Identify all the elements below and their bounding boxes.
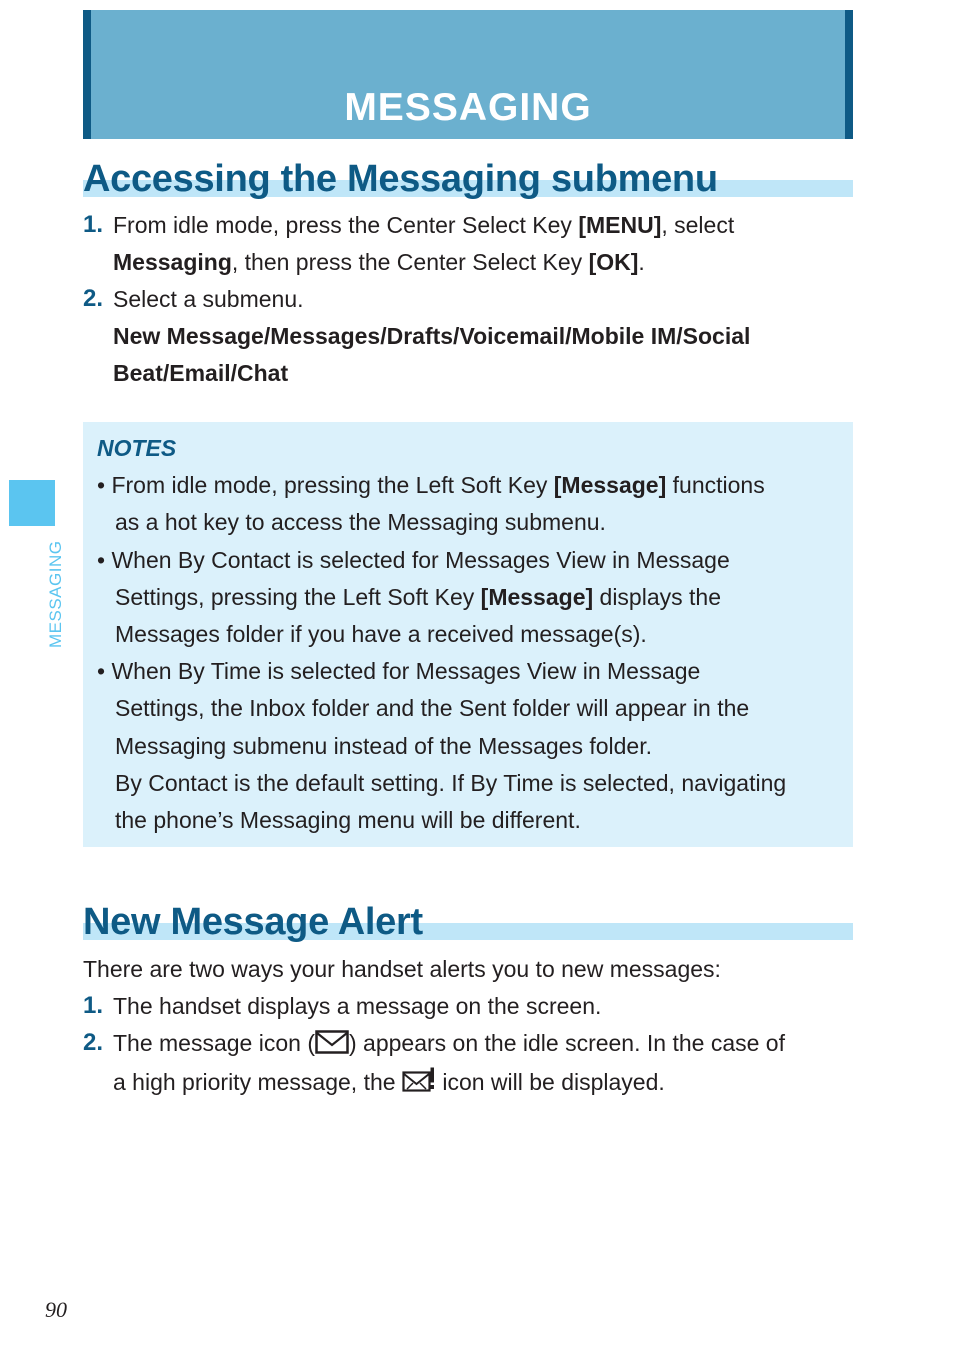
note1-line2: as a hot key to access the Messaging submenu. [115, 509, 606, 535]
step-number: 1. [83, 211, 104, 238]
notes-title: NOTES [97, 435, 177, 461]
submenu-options-line2: Beat/Email/Chat [113, 360, 289, 386]
alert-intro: There are two ways your handset alerts you to new messages: [83, 956, 721, 982]
alert-step1-text: The handset displays a message on the screen. [113, 993, 602, 1019]
page-number: 90 [45, 1297, 67, 1322]
section-title-new-message-alert: New Message Alert [83, 901, 423, 943]
note2-line2: Settings, pressing the Left Soft Key [Message] displays the [115, 584, 721, 610]
note3-line5: the phone’s Messaging menu will be different. [115, 807, 581, 833]
chapter-banner [83, 10, 853, 139]
alert-step2-line2: a high priority message, the icon will be displayed. [113, 1067, 665, 1099]
step1-line2: Messaging, then press the Center Select Key [OK]. [113, 249, 645, 275]
note3-line4: By Contact is the default setting. If By Time is selected, navigating [115, 770, 787, 796]
priority-envelope-icon [402, 1067, 436, 1099]
note3-line3: Messaging submenu instead of the Messages folder. [115, 733, 652, 759]
note1-line1: • From idle mode, pressing the Left Soft Key [Message] functions [97, 472, 765, 498]
chapter-side-label: MESSAGING [46, 540, 65, 648]
alert-step2-line1: The message icon ( ) appears on the idle screen. In the case of [113, 1029, 785, 1060]
submenu-options-line1: New Message/Messages/Drafts/Voicemail/Mobile IM/Social [113, 323, 751, 349]
step1-line1: From idle mode, press the Center Select Key [MENU], select [113, 212, 735, 238]
chapter-side-tab [9, 480, 55, 526]
note2-line3: Messages folder if you have a received message(s). [115, 621, 647, 647]
step-number: 1. [83, 992, 104, 1019]
message-envelope-icon [315, 1030, 349, 1060]
note2-line1: • When By Contact is selected for Messages View in Message [97, 547, 730, 573]
section-header-accessing [83, 145, 853, 200]
note3-line1: • When By Time is selected for Messages View in Message [97, 658, 701, 684]
note3-line2: Settings, the Inbox folder and the Sent folder will appear in the [115, 695, 750, 721]
step2-text: Select a submenu. [113, 286, 304, 312]
chapter-title: MESSAGING [344, 86, 592, 129]
section-header-new-message-alert [83, 888, 853, 943]
step-number: 2. [83, 285, 104, 312]
section-title-accessing: Accessing the Messaging submenu [83, 158, 718, 200]
step-number: 2. [83, 1029, 104, 1056]
